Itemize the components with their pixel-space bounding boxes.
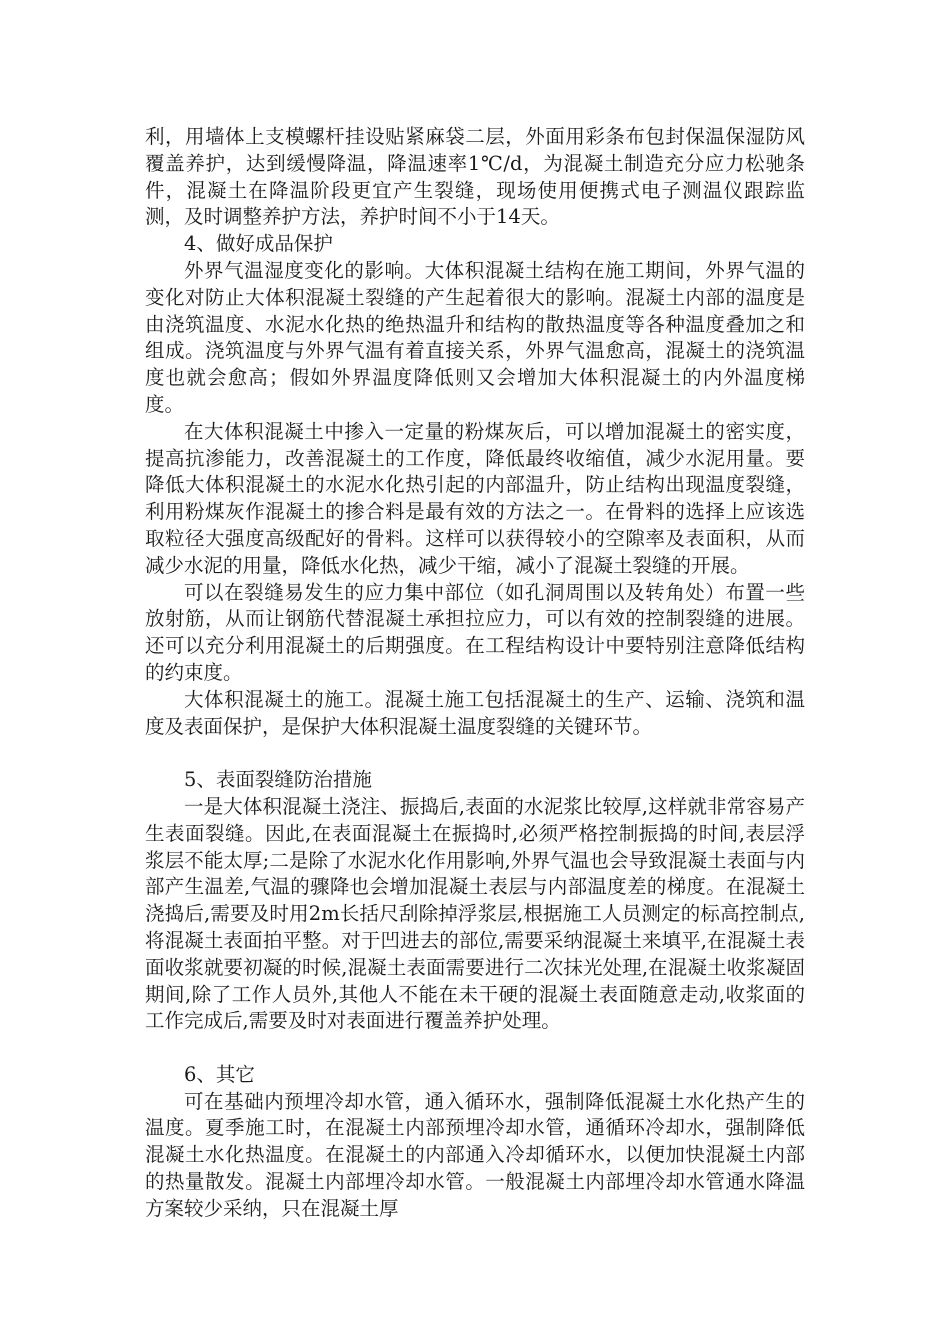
section-4-heading: 4、做好成品保护	[184, 232, 333, 256]
paragraph-spacer	[145, 740, 805, 767]
section-4-paragraph-2: 在大体积混凝土中掺入一定量的粉煤灰后，可以增加混凝土的密实度，提高抗渗能力，改善混凝土的工作度，降低最终收缩值，减少水泥用量。要降低大体积混凝土的水泥水化热引起的内部温升，防止结构出现温度裂缝，利用粉煤灰作混凝土的掺合料是最有效的方法之一。在骨料的选择上应该选取粒径大强度高级配好的骨料。这样可以获得较小的空隙率及表面积，从而减少水泥的用量，降低水化热，减少干缩，减小了混凝土裂缝的开展。	[145, 419, 805, 577]
section-4-paragraph-3: 可以在裂缝易发生的应力集中部位（如孔洞周围以及转角处）布置一些放射筋，从而让钢筋代替混凝土承担拉应力，可以有效的控制裂缝的进展。还可以充分利用混凝土的后期强度。在工程结构设计中要特别注意降低结构的约束度。	[145, 580, 805, 684]
section-5-heading: 5、表面裂缝防治措施	[184, 768, 372, 792]
paragraph-continued: 利，用墙体上支模螺杆挂设贴紧麻袋二层，外面用彩条布包封保温保湿防风覆盖养护，达到缓慢降温，降温速率1℃/d，为混凝土制造充分应力松驰条件，混凝土在降温阶段更宜产生裂缝，现场使用便携式电子测温仪跟踪监测，及时调整养护方法，养护时间不小于14天。	[145, 125, 805, 229]
section-6-paragraph-1: 可在基础内预埋冷却水管，通入循环水，强制降低混凝土水化热产生的温度。夏季施工时，在混凝土内部预埋冷却水管，通循环冷却水，强制降低混凝土水化热温度。在混凝土的内部通入冷却循环水，以便加快混凝土内部的热量散发。混凝土内部埋冷却水管。一般混凝土内部埋冷却水管通水降温方案较少采纳，只在混凝土厚	[145, 1089, 805, 1220]
paragraph-spacer	[145, 1035, 805, 1062]
section-5-paragraph-1: 一是大体积混凝土浇注、振捣后,表面的水泥浆比较厚,这样就非常容易产生表面裂缝。因此,在表面混凝土在振捣时,必须严格控制振捣的时间,表层浮浆层不能太厚;二是除了水泥水化作用影响,外界气温也会导致混凝土表面与内部产生温差,气温的骤降也会增加混凝土表层与内部温度差的梯度。在混凝土浇捣后,需要及时用2m长括尺刮除掉浮浆层,根据施工人员测定的标高控制点,将混凝土表面拍平整。对于凹进去的部位,需要采纳混凝土来填平,在混凝土表面收浆就要初凝的时候,混凝土表面需要进行二次抹光处理,在混凝土收浆凝固期间,除了工作人员外,其他人不能在未干硬的混凝土表面随意走动,收浆面的工作完成后,需要及时对表面进行覆盖养护处理。	[145, 794, 805, 1033]
section-4-paragraph-1: 外界气温湿度变化的影响。大体积混凝土结构在施工期间，外界气温的变化对防止大体积混凝土裂缝的产生起着很大的影响。混凝土内部的温度是由浇筑温度、水泥水化热的绝热温升和结构的散热温度等各种温度叠加之和组成。浇筑温度与外界气温有着直接关系，外界气温愈高，混凝土的浇筑温度也就会愈高；假如外界温度降低则又会增加大体积混凝土的内外温度梯度。	[145, 258, 805, 416]
section-4-paragraph-4: 大体积混凝土的施工。混凝土施工包括混凝土的生产、运输、浇筑和温度及表面保护，是保护大体积混凝土温度裂缝的关键环节。	[145, 687, 805, 738]
document-body	[145, 124, 805, 1223]
section-6-heading: 6、其它	[184, 1062, 255, 1086]
